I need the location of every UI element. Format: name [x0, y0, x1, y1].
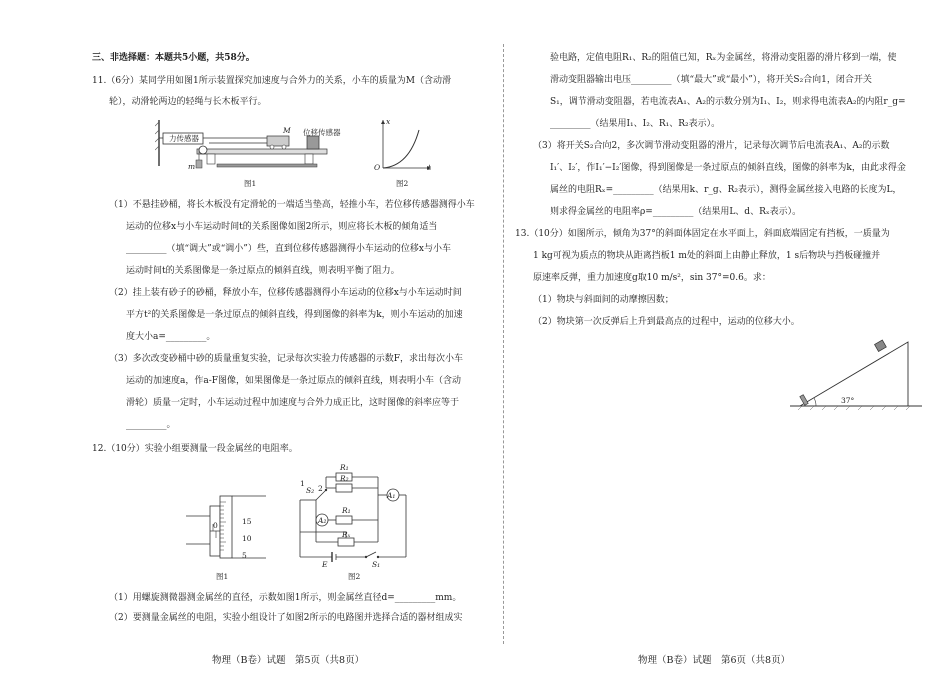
q11-fig2-caption: 图2: [396, 179, 409, 188]
label-S2: S₂: [306, 486, 315, 495]
right-page: [505, 0, 950, 688]
q11-fig1-caption: 图1: [244, 179, 257, 188]
q12-part1: （1）用螺旋测微器测金属丝的直径，示数如图1所示，则金属丝直径d=_________mm。: [109, 593, 462, 603]
q11-stem-line1: 11.（6分）某同学用如图1所示装置探究加速度与合外力的关系，小车的质量为M（含动滑: [92, 76, 451, 86]
q11-stem-line2: 轮），动滑轮两边的轻绳与长木板平行。: [109, 97, 267, 107]
q11-part3-line3: 滑轮）质量一定时，小车运动过程中加速度与合外力成正比，这时图像的斜率应等于: [126, 398, 460, 408]
force-sensor-label: 力传感器: [169, 134, 199, 143]
long-board: [197, 149, 327, 154]
left-footer: 物理（B卷）试题 第5页（共8页）: [212, 655, 365, 666]
micrometer-figure: [180, 488, 270, 563]
x-t-curve: [383, 130, 419, 168]
q11-part3-line2: 运动的加速度a，作a-F图像，如果图像是一条过原点的倾斜直线，则表明小车（含动: [126, 376, 462, 386]
fig2-y-axis-label: x: [386, 117, 391, 126]
resistor-R1-lower: [336, 516, 352, 524]
label-Rx: Rₓ: [342, 530, 351, 539]
q13-stem-line1: 13.（10分）如图所示，倾角为37°的斜面体固定在水平面上，斜面底端固定有挡板，一质量为: [515, 229, 890, 239]
micrometer-tick-5: 5: [242, 551, 247, 560]
q11-figure2-graph: [375, 116, 435, 174]
q11-part1-line2: 运动的位移x与小车运动时间t的关系图像如图2所示，则应将长木板的倾角适当: [126, 222, 438, 232]
section-heading: 三、非选择题：本题共5小题，共58分。: [92, 53, 255, 63]
q12-part3-line4: 则求得金属丝的电阻率ρ=_________（结果用L、d、Rₓ表示）。: [550, 207, 802, 217]
block: [875, 340, 887, 351]
label-A2: A₂: [318, 516, 327, 525]
q12-fig1-caption: 图1: [216, 572, 229, 581]
q13-part1: （1）物块与斜面间的动摩擦因数；: [533, 295, 674, 305]
incline-figure: [790, 332, 930, 412]
q11-part3-line1: （3）多次改变砂桶中砂的质量重复实验，记录每次实验力传感器的示数F，求出每次小车: [109, 354, 463, 364]
resistor-R2: [336, 484, 352, 492]
q11-figure1-apparatus: [155, 116, 345, 178]
fig2-origin-label: O: [374, 163, 381, 172]
label-R1-top: R₁: [340, 463, 349, 472]
q11-part2-line1: （2）挂上装有砂子的砂桶，释放小车，位移传感器测得小车运动的位移x与小车运动时间: [109, 288, 462, 298]
q11-part3-line4: _________。: [126, 420, 176, 430]
bucket-mass-label: m: [188, 162, 196, 171]
cart-mass-label: M: [283, 126, 291, 135]
q12-cont-line4: _________（结果用I₁、I₂、R₁、R₂表示）。: [550, 119, 721, 129]
q12-part3-line1: （3）将开关S₂合向2，多次调节滑动变阻器的滑片，记录每次调节后电流表A₁、A₂的示数: [533, 141, 890, 151]
micrometer-tick-10: 10: [242, 534, 252, 543]
q12-cont-line1: 验电路，定值电阻R₁、R₂的阻值已知，Rₓ为金属丝，将滑动变阻器的滑片移到一端，使: [550, 53, 897, 63]
label-A1: A₁: [387, 491, 396, 500]
q11-part2-line3: 度大小a=_________。: [126, 332, 216, 342]
q12-part3-line3: 属丝的电阻Rₓ=_________（结果用k、r_g、R₂表示），测得金属丝接入电路的长度为L，: [550, 185, 902, 195]
label-switch-pos-1: 1: [300, 479, 305, 488]
rheostat: [338, 538, 354, 546]
label-R2: R₂: [340, 474, 349, 483]
label-S1: S₁: [372, 560, 381, 569]
stopper-plate: [800, 395, 808, 406]
q11-part1-line1: （1）不悬挂砂桶，将长木板没有定滑轮的一端适当垫高，轻推小车，若位移传感器测得小车: [109, 200, 475, 210]
micrometer-tick-15: 15: [242, 517, 252, 526]
label-R1-lower: R₁: [342, 506, 351, 515]
circuit-diagram: [296, 460, 410, 572]
displacement-sensor-label: 位移传感器: [303, 128, 341, 137]
fig2-x-axis-label: t: [428, 163, 432, 172]
q11-part1-line3: _________（填“调大”或“调小”）些，直到位移传感器测得小车运动的位移x与小车: [126, 244, 451, 254]
incline-angle-label: 37°: [841, 396, 855, 405]
column-divider: [503, 44, 504, 644]
q12-cont-line3: S₁，调节滑动变阻器，若电流表A₁、A₂的示数分别为I₁、I₂，则求得电流表A₂的内阻r_g=: [550, 97, 906, 107]
q12-fig2-caption: 图2: [348, 572, 361, 581]
q12-cont-line2: 滑动变阻器输出电压_________（填“最大”或“最小”），将开关S₂合向1，闭合开关: [550, 75, 872, 85]
label-switch-pos-2: 2: [318, 484, 323, 493]
pulley: [199, 146, 207, 154]
sand-bucket: [196, 160, 202, 168]
label-E: E: [322, 560, 328, 569]
q12-part3-line2: I₁′、I₂′，作I₁′−I₂′图像，得到图像是一条过原点的倾斜直线，图像的斜率为k，由此求得金: [550, 163, 906, 173]
q13-part2: （2）物块第一次反弹后上升到最高点的过程中，运动的位移大小。: [533, 317, 800, 327]
q12-part2-line1: （2）要测量金属丝的电阻，实验小组设计了如图2所示的电路图并选择合适的器材组成实: [109, 613, 463, 623]
right-footer: 物理（B卷）试题 第6页（共8页）: [638, 655, 791, 666]
micrometer-thimble: [220, 496, 232, 558]
cart: [267, 136, 289, 146]
micrometer-zero-label: 0: [213, 521, 218, 530]
q11-part2-line2: 平方t²的关系图像是一条过原点的倾斜直线，得到图像的斜率为k，则小车运动的加速: [126, 310, 463, 320]
q13-stem-line2: 1 kg可视为质点的物块从距离挡板1 m处的斜面上由静止释放，1 s后物块与挡板碰撞并: [533, 251, 881, 261]
q11-part1-line4: 运动时间t的关系图像是一条过原点的倾斜直线，则表明平衡了阻力。: [126, 266, 400, 276]
q12-stem: 12.（10分）实验小组要测量一段金属丝的电阻率。: [92, 444, 298, 454]
q13-stem-line3: 原速率反弹，重力加速度g取10 m/s²，sin 37°=0.6。求：: [533, 273, 771, 283]
